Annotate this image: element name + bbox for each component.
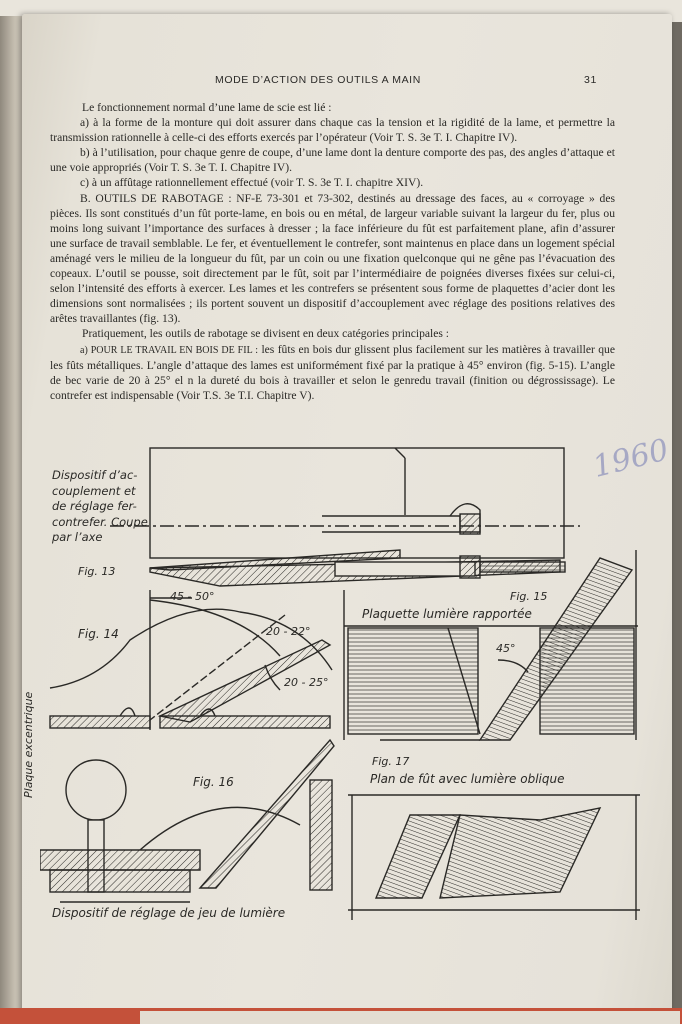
angle-20-25-label: 20 - 25°	[284, 676, 329, 689]
page-number: 31	[584, 74, 597, 86]
running-header	[0, 74, 682, 90]
plaquette-label: Plaquette lumière rapportée	[362, 607, 532, 621]
fig16-label: Fig. 16	[193, 775, 234, 789]
fig17-label: Fig. 17	[372, 755, 410, 768]
paragraph	[50, 342, 615, 403]
angle-20-22-label: 20 - 22°	[266, 625, 311, 638]
angle-45-50-label: 45 - 50°	[170, 590, 215, 603]
fig15-label: Fig. 15	[510, 590, 548, 603]
subsection-heading: a) POUR LE TRAVAIL EN BOIS DE FIL :	[80, 344, 259, 356]
dispositif-label: Dispositif de réglage de jeu de lumière	[52, 906, 286, 920]
paragraph: Pratiquement, les outils de rabotage se divisent en deux catégories principales :	[82, 327, 450, 341]
bottom-cover-strip	[0, 1008, 682, 1024]
header-title: MODE D’ACTION DES OUTILS A MAIN	[215, 74, 421, 86]
plaque-label: Plaque excentrique	[22, 691, 35, 798]
fig13-label: Fig. 13	[78, 565, 116, 578]
handwritten-year: 1960	[589, 432, 673, 485]
subsection-text: les fûts en bois dur glissent plus facilement sur les matières à travailler que les fûts métalliques. L’angle d’attaque des lames est uniformément fixé par la pratique à 45° environ (fig. 5-15). L’angle de bec varie de 20 à 25° el n la dureté du bois à travailler et selon le genredu travail (finition ou dégrossissage). Le contrefer est indispensable (Voir T.S. 3e T.I. Chapitre V).	[50, 342, 615, 402]
fig13-body	[150, 448, 564, 558]
plan-label: Plan de fût avec lumière oblique	[370, 772, 565, 786]
paragraph: Le fonctionnement normal d’une lame de scie est lié :	[82, 101, 332, 114]
paragraph: b) à l’utilisation, pour chaque genre de coupe, d’une lame dont la denture comporte des pas, des angles d’attaque et une voie appropriés (Voir T. S. 3e T. I. Chapitre IV).	[50, 146, 615, 175]
fig14-label: Fig. 14	[78, 627, 119, 641]
section-heading: B. OUTILS DE RABOTAGE : NF-E 73-301 et 73-302,	[80, 191, 354, 205]
section-text: destinés au dressage des faces, au « corroyage » des pièces. Ils sont constitués d’un fût porte-lame, en bois ou en métal, de largeur variable suivant la largeur du fer, plus ou moins long suivant l’importance des surfaces à dresser ; la face inférieure du fût est parfaitement plane, afin d’assurer une surface de travail semblable. Le fer, et éventuellement le contrefer, sont maintenus en place dans un logement spécial aménagé vers le milieu de la longueur du fût, par un coin ou une fixation quelconque qui ne gêne pas l’évacuation des copeaux. L’outil se pousse, soit directement par le fût, soit par l’intermédiaire de poignées diverses fixées sur celui-ci, selon l’intensité des efforts à exercer. Les lames et les contrefers se présentent sous forme de plaquettes d’acier dont les dimensions sont normalisées ; ils portent souvent un dispositif d’accouplement avec réglage des positions relatives des arêtes travaillantes (fig. 13).	[50, 191, 616, 326]
body-text	[50, 100, 615, 403]
paragraph	[50, 191, 615, 327]
paragraph: a) à la forme de la monture qui doit assurer dans chaque cas la tension et la rigidité de la lame, et permettre la transmission rationnelle à celle-ci des efforts exercés par l’opérateur (Voir T. S. 3e T. I. Chapitre IV).	[50, 116, 615, 145]
angle-45-label: 45°	[496, 642, 516, 655]
paragraph: c) à un affûtage rationnellement effectué (voir T. S. 3e T. I. chapitre XIV).	[80, 176, 424, 190]
fig13-caption: Dispositif d’ac- couplement et de réglage fer- contrefer. Coupe par l’axe	[52, 468, 148, 544]
